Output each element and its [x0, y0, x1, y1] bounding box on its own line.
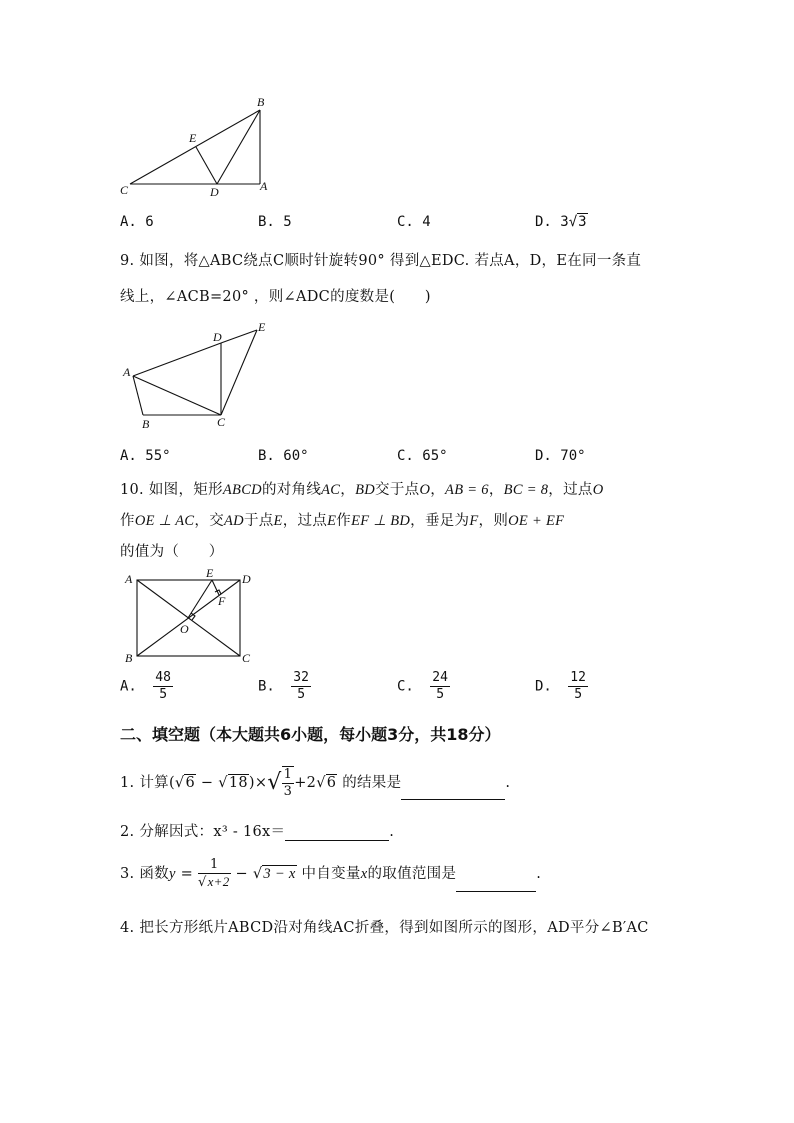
q8-label-d: D	[210, 185, 219, 199]
q9-option-c: C. 65°	[397, 448, 448, 464]
q8-option-d: D. 3√3	[535, 214, 587, 230]
q10-option-c: C. $\frac{24}{5}$	[397, 670, 448, 702]
q9-label-b: B	[142, 417, 150, 431]
q10-label-c: C	[242, 651, 251, 665]
q10-figure	[115, 566, 265, 670]
q8-label-a: A	[260, 179, 268, 193]
q10-label-b: B	[125, 651, 133, 665]
q9-label-a: A	[123, 365, 131, 379]
q10-line-1: 10. 如图，矩形ABCD的对角线AC，BD交于点O，AB = 6，BC = 8，过点O	[120, 482, 604, 498]
q10-option-a: A. $\frac{48}{5}$	[120, 670, 171, 702]
q9-figure	[115, 318, 275, 433]
q10-option-b: B. $\frac{32}{5}$	[258, 670, 309, 702]
q9-option-d: D. 70°	[535, 448, 586, 464]
q9-option-a: A. 55°	[120, 448, 171, 464]
q10-label-d: D	[242, 572, 251, 586]
q8-label-b: B	[257, 95, 265, 109]
q10-label-f: F	[218, 594, 226, 608]
q9-line-2: 线上，∠ACB=20° ，则∠ADC的度数是( )	[120, 289, 431, 305]
fill-q1-blank[interactable]	[401, 785, 505, 800]
fill-q4: 4. 把长方形纸片ABCD沿对角线AC折叠，得到如图所示的图形，AD平分∠B′AC	[120, 920, 649, 936]
q8-figure	[110, 92, 280, 202]
q10-line-2: 作OE ⊥ AC，交AD于点E，过点E作EF ⊥ BD，垂足为F，则OE + EF	[120, 513, 565, 529]
q10-label-o: O	[180, 622, 189, 636]
q8-label-e: E	[189, 131, 197, 145]
q10-label-e: E	[206, 566, 214, 580]
q9-label-d: D	[213, 330, 222, 344]
fill-q3-blank[interactable]	[456, 877, 536, 892]
q10-line-3: 的值为（ ）	[120, 544, 224, 560]
section-2-title: 二、填空题（本大题共6小题，每小题3分，共18分）	[120, 725, 501, 744]
q8-label-c: C	[120, 183, 129, 197]
fill-q3: 3. 函数y = $\frac{1}{√x+2}$ − √3 − x 中自变量x的取值范围是 .	[120, 857, 542, 890]
fill-q1: 1. 计算(√6 − √18)×√ $\frac{1}{3}$ +2√6 的结果是 .	[120, 767, 511, 799]
q9-label-e: E	[258, 320, 266, 334]
q10-label-a: A	[125, 572, 133, 586]
fill-q2: 2. 分解因式：x³ - 16x＝ .	[120, 824, 395, 840]
q8-option-b: B. 5	[258, 214, 292, 230]
q9-line-1: 9. 如图，将△ABC绕点C顺时针旋转90° 得到△EDC. 若点A，D，E在同一条直	[120, 253, 642, 269]
q9-option-b: B. 60°	[258, 448, 309, 464]
q9-label-c: C	[217, 415, 226, 429]
q8-option-a: A. 6	[120, 214, 154, 230]
fill-q2-blank[interactable]	[285, 826, 389, 841]
q10-option-d: D. $\frac{12}{5}$	[535, 670, 586, 702]
q8-option-c: C. 4	[397, 214, 431, 230]
